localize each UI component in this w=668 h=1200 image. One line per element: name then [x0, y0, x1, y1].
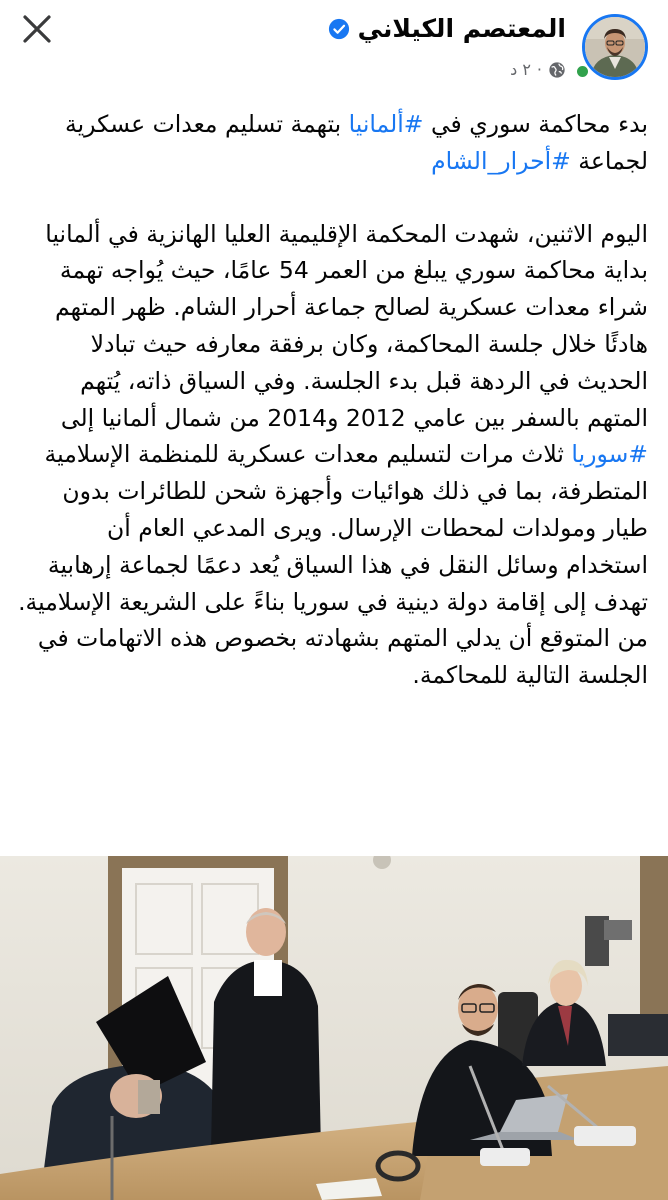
post-text-segment: ثلاث مرات لتسليم معدات عسكرية للمنظمة الإسلامية المتطرفة، بما في ذلك هوائيات وأجهزة شحن للطائرات بدون طيار ومولدات لمحطات الإرسال. ويرى المدعي العام أن استخدام وسائل النقل في هذا السياق يُعد دعمًا لجماعة إرهابية تهدف إلى إقامة دولة دينية في سوريا بناءً على الشريعة الإسلامية. من المتوقع أن يدلي المتهم بشهادته بخصوص هذه الاتهامات في الجلسة التالية للمحاكمة. [18, 440, 648, 690]
post-header [0, 0, 668, 100]
verified-badge-icon [328, 18, 350, 40]
post-photo[interactable] [0, 856, 668, 1200]
post-text-segment: بدء محاكمة سوري في [423, 110, 648, 138]
close-button[interactable] [18, 10, 56, 48]
post-time[interactable]: ٢ د [510, 60, 531, 79]
hashtag-link[interactable]: #ألمانيا [348, 110, 424, 138]
close-icon [22, 14, 52, 44]
online-status-dot [575, 64, 590, 79]
author-name[interactable]: المعتصم الكيلاني [357, 14, 566, 43]
post-headline [18, 106, 648, 180]
post-text [18, 106, 648, 694]
hashtag-link[interactable]: #سوريا [571, 440, 648, 469]
separator-dot: · [536, 60, 542, 79]
post-meta [510, 60, 566, 79]
post-text-segment: اليوم الاثنين، شهدت المحكمة الإقليمية العليا الهانزية في ألمانيا بداية محاكمة سوري يبلغ من العمر 54 عامًا، حيث يُواجه تهمة شراء معدات عسكرية لصالح جماعة أحرار الشام. ظهر المتهم هادئًا خلال جلسة المحاكمة، وكان برفقة معارفه حيث تبادلا الحديث في الردهة قبل بدء الجلسة. وفي السياق ذاته، يُتهم المتهم بالسفر بين عامي 2012 و2014 من شمال ألمانيا إلى [45, 219, 648, 432]
post-body [18, 216, 648, 694]
author-row [328, 14, 566, 43]
post-text-segment: بتهمة تسليم معدات عسكرية لجماعة [65, 110, 648, 175]
avatar[interactable] [582, 14, 648, 80]
globe-icon[interactable] [548, 61, 566, 79]
hashtag-link[interactable]: #أحرار_الشام [431, 146, 571, 175]
